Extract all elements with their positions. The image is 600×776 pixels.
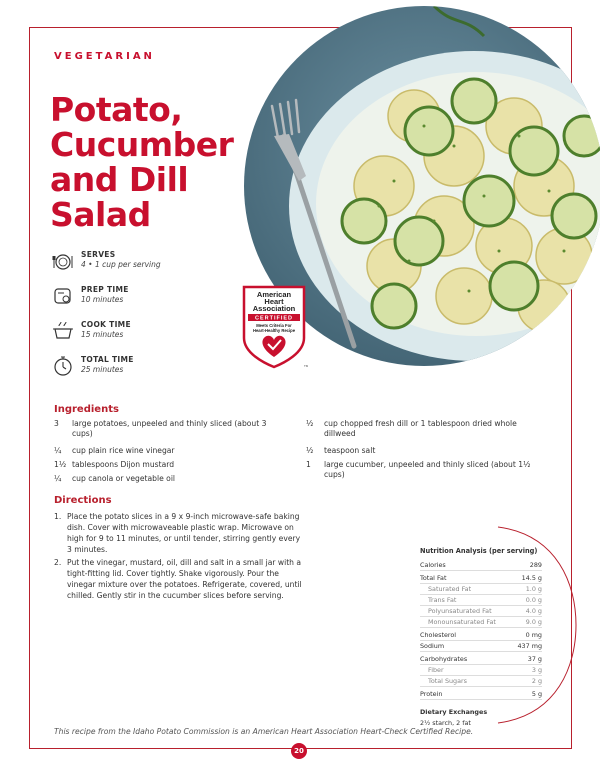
nutrition-value: 437 mg — [517, 642, 542, 650]
nutrition-value: 1.0 g — [525, 585, 542, 593]
title-line: Potato, — [50, 90, 183, 129]
nutrition-row — [420, 606, 542, 617]
exchanges-heading: Dietary Exchanges — [420, 708, 488, 716]
ingredient-text: cup canola or vegetable oil — [72, 474, 176, 483]
cook-time-label: COOK TIME — [81, 320, 131, 329]
nutrition-value: 5 g — [531, 690, 542, 698]
plate-icon — [52, 250, 74, 272]
heart-check-badge — [240, 283, 308, 369]
nutrition-heading: Nutrition Analysis (per serving) — [420, 547, 538, 555]
nutrition-row — [420, 560, 542, 571]
nutrition-panel — [420, 547, 542, 727]
ingredient-text: cup chopped fresh dill or 1 tablespoon dried whole dillweed — [324, 419, 517, 438]
ingredient-item — [54, 460, 294, 470]
ingredient-qty: ¼ — [54, 446, 62, 455]
nutrition-value: 14.5 g — [521, 574, 542, 582]
ingredient-item — [54, 474, 294, 484]
nutrition-label: Calories — [420, 561, 446, 569]
badge-line2: Heart — [264, 297, 284, 306]
nutrition-label: Total Sugars — [428, 677, 467, 685]
nutrition-value: 0.0 g — [525, 596, 542, 604]
nutrition-value: 0 mg — [525, 631, 542, 639]
nutrition-label: Protein — [420, 690, 443, 698]
nutrition-label: Trans Fat — [428, 596, 457, 604]
directions-heading: Directions — [54, 495, 112, 506]
directions-list — [54, 511, 304, 603]
category-label: VEGETARIAN — [54, 51, 155, 62]
ingredient-text: tablespoons Dijon mustard — [72, 460, 175, 469]
nutrition-value: 3 g — [531, 666, 542, 674]
badge-line3: Association — [252, 304, 296, 313]
prep-time-value: 10 minutes — [81, 295, 124, 304]
nutrition-value: 37 g — [527, 655, 542, 663]
title-line: Salad — [50, 195, 151, 234]
direction-step: 1. Place the potato slices in a 9 x 9-inch microwave-safe baking dish. Cover with microwaveable plastic wrap. Microwave on high for 9 to 11 minutes, or until tender, stirring gently every 3 minutes. — [54, 512, 301, 554]
title-line: and Dill — [50, 160, 189, 199]
ingredient-item — [306, 419, 546, 439]
nutrition-row — [420, 665, 542, 676]
page-number: 20 — [291, 743, 307, 759]
ingredient-text: cup plain rice wine vinegar — [72, 446, 175, 455]
ingredient-qty: 3 — [54, 419, 59, 428]
ingredients-heading: Ingredients — [54, 404, 119, 415]
prep-time-label: PREP TIME — [81, 285, 129, 294]
nutrition-label: Cholesterol — [420, 631, 457, 639]
footer-note: This recipe from the Idaho Potato Commission is an American Heart Association Heart-Check Certified Recipe. — [54, 727, 474, 736]
exchanges-value: 2½ starch, 2 fat — [420, 719, 471, 727]
direction-text: Put the vinegar, mustard, oil, dill and salt in a small jar with a tight-fitting lid. Cover tightly. Shake vigorously. Pour the vinegar mixture over the potatoes. Refrigerate, covered, until chilled. Gently stir in the cucumber slices before serving. — [67, 558, 302, 600]
nutrition-row — [420, 584, 542, 595]
pot-icon — [52, 320, 74, 342]
total-time-label: TOTAL TIME — [81, 355, 134, 364]
ingredient-text: large cucumber, unpeeled and thinly sliced (about 1½ cups) — [324, 460, 531, 479]
ingredient-qty: ¼ — [54, 474, 62, 483]
nutrition-label: Polyunsaturated Fat — [428, 607, 492, 615]
nutrition-value: 289 — [529, 561, 542, 569]
nutrition-label: Saturated Fat — [428, 585, 472, 593]
nutrition-row — [420, 676, 542, 687]
nutrition-label: Total Fat — [420, 574, 447, 582]
ingredient-text: large potatoes, unpeeled and thinly sliced (about 3 cups) — [72, 419, 267, 438]
cook-time-value: 15 minutes — [81, 330, 124, 339]
ingredient-item — [306, 460, 546, 480]
nutrition-row — [420, 641, 542, 652]
ingredient-item — [54, 419, 294, 439]
nutrition-label: Sodium — [420, 642, 445, 650]
serves-label: SERVES — [81, 250, 116, 259]
nutrition-row — [420, 617, 542, 628]
ingredient-qty: ½ — [306, 419, 314, 428]
ingredient-qty: 1½ — [54, 460, 67, 469]
badge-sub1: Meets Criteria For — [256, 323, 292, 328]
nutrition-row — [420, 573, 542, 584]
nutrition-row — [420, 689, 542, 700]
direction-step: 2. Put the vinegar, mustard, oil, dill and salt in a small jar with a tight-fitting lid. Cover tightly. Shake vigorously. Pour the vinegar mixture over the potatoes. Refrigerate, covered, until chilled. Gently stir in the cucumber slices before serving. — [54, 558, 302, 600]
cutting-board-icon — [52, 285, 74, 307]
nutrition-row — [420, 595, 542, 606]
nutrition-row — [420, 630, 542, 641]
badge-sub2: Heart-Healthy Recipe — [252, 328, 296, 333]
badge-tm: TM — [304, 364, 308, 368]
ingredient-item — [306, 446, 546, 456]
nutrition-value: 2 g — [531, 677, 542, 685]
nutrition-row — [420, 654, 542, 665]
total-time-value: 25 minutes — [81, 365, 124, 374]
ingredient-text: teaspoon salt — [324, 446, 376, 455]
badge-certified: CERTIFIED — [254, 315, 294, 322]
timer-icon — [52, 355, 74, 377]
badge-line1: American — [256, 290, 292, 299]
serves-value: 4 • 1 cup per serving — [81, 260, 161, 269]
ingredient-qty: ½ — [306, 446, 314, 455]
nutrition-label: Carbohydrates — [420, 655, 468, 663]
nutrition-value: 4.0 g — [525, 607, 542, 615]
ingredient-qty: 1 — [306, 460, 311, 469]
direction-text: Place the potato slices in a 9 x 9-inch microwave-safe baking dish. Cover with microwaveable plastic wrap. Microwave on high for 9 to 11 minutes, or until tender, stirring gently every 3 minutes. — [67, 512, 301, 554]
nutrition-value: 9.0 g — [525, 618, 542, 626]
nutrition-label: Monounsaturated Fat — [428, 618, 496, 626]
ingredient-item — [54, 446, 294, 456]
nutrition-label: Fiber — [428, 666, 444, 674]
title-line: Cucumber — [50, 125, 234, 164]
